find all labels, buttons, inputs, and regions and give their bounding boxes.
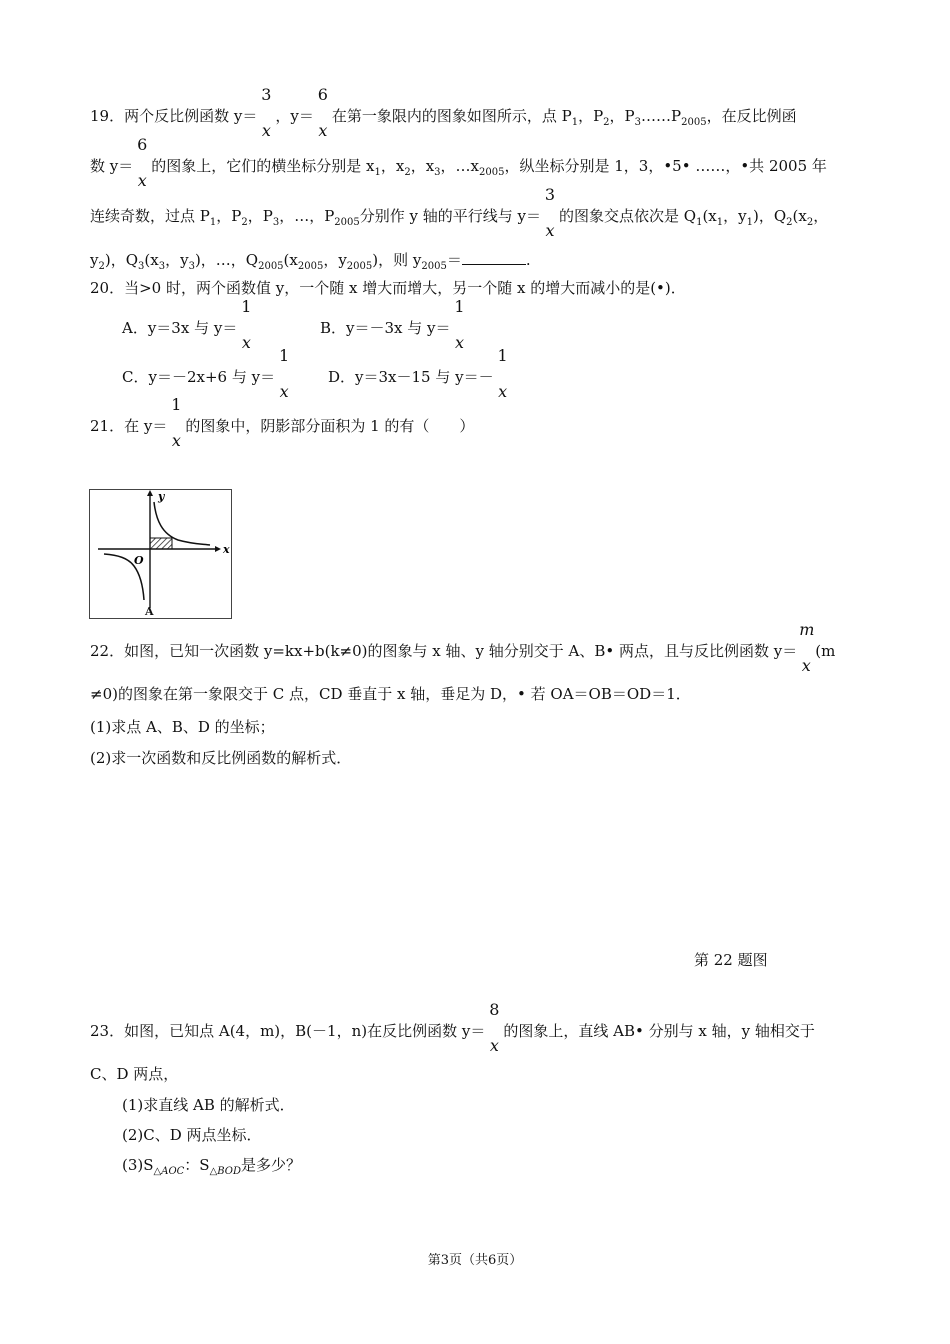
- text: D．y＝3x－15 与 y＝－: [328, 368, 494, 386]
- text: ，在反比例函: [706, 107, 797, 125]
- subscript: 3: [434, 167, 441, 178]
- fraction-6-over-x: [316, 85, 330, 140]
- text: ：S: [184, 1156, 210, 1174]
- q23-line-2: C、D 两点，: [90, 1065, 179, 1083]
- subscript: 2: [98, 261, 105, 272]
- numerator: m: [799, 620, 815, 639]
- fraction-3-over-x: [543, 185, 557, 240]
- text: )，Q: [104, 251, 139, 269]
- text: .: [525, 251, 531, 269]
- subscript: 3: [188, 261, 195, 272]
- text: ，y: [165, 251, 189, 269]
- fraction-1-over-x: [277, 346, 291, 401]
- text: y: [90, 251, 99, 269]
- text: A．y＝3x 与 y＝: [122, 319, 238, 337]
- subscript: 2: [603, 117, 610, 128]
- text: ，y＝: [275, 107, 314, 125]
- denominator: x: [489, 1036, 499, 1055]
- text: ，P: [578, 107, 604, 125]
- q20-stem: 20．当>0 时，两个函数值 y，一个随 x 增大而增大，另一个随 x 的增大而减小的是(•)．: [90, 279, 686, 297]
- text: (3)S: [122, 1156, 154, 1174]
- subscript: 2005: [346, 261, 373, 272]
- numerator: 3: [261, 85, 272, 104]
- fraction-8-over-x: [487, 1000, 501, 1055]
- text: ，P: [247, 207, 273, 225]
- text: )，Q: [753, 207, 787, 225]
- shaded-rectangle: [150, 538, 172, 549]
- subscript: 1: [746, 217, 753, 228]
- subscript: 1: [696, 217, 703, 228]
- fraction-m-over-x: [799, 620, 815, 675]
- text: (x: [144, 251, 159, 269]
- text: 的图象中，阴影部分面积为 1 的有（ ）: [185, 417, 475, 435]
- numerator: 3: [544, 185, 556, 204]
- subscript: 1: [209, 217, 217, 228]
- text: 19．两个反比例函数 y＝: [90, 107, 258, 125]
- q20-option-b: [320, 297, 469, 352]
- text: 的图象上，它们的横坐标分别是 x: [151, 157, 375, 175]
- subscript: 3: [138, 261, 145, 272]
- text: ，纵坐标分别是 1，3，•5• ……，•共 2005 年: [504, 157, 827, 175]
- q22-line-2: ≠0)的图象在第一象限交于 C 点，CD 垂直于 x 轴，垂足为 D，• 若 OA＝OB＝OD＝1．: [90, 685, 691, 703]
- q19-line-1: [90, 85, 797, 140]
- numerator: 8: [489, 1000, 500, 1019]
- text: 22．如图，已知一次函数 y=kx+b(k≠0)的图象与 x 轴、y 轴分别交于 A、B• 两点，且与反比例函数 y＝: [90, 642, 798, 660]
- subscript: 2: [806, 217, 814, 228]
- text: 在第一象限内的图象如图所示，点 P: [331, 107, 572, 125]
- subscript: 2005: [421, 261, 447, 272]
- q23-part-2: (2)C、D 两点坐标．: [122, 1126, 262, 1144]
- q23-part-3: [122, 1155, 301, 1175]
- page-footer: 第3页（共6页）: [427, 1253, 523, 1268]
- text: (x: [792, 207, 807, 225]
- y-arrow: [147, 490, 153, 496]
- text: ，y: [323, 251, 347, 269]
- denominator: x: [318, 121, 328, 140]
- answer-blank[interactable]: [462, 250, 526, 265]
- subscript: 1: [374, 167, 381, 178]
- text: C．y＝－2x+6 与 y＝: [122, 368, 276, 386]
- text: (x: [702, 207, 717, 225]
- denominator: x: [455, 333, 465, 352]
- text: ，y: [723, 207, 747, 225]
- fraction-1-over-x: [496, 346, 510, 401]
- numerator: 1: [241, 297, 252, 316]
- text: (m: [815, 642, 836, 660]
- text: 的图象上，直线 AB• 分别与 x 轴，y 轴相交于: [503, 1022, 815, 1040]
- q21-stem: [90, 395, 475, 450]
- x-axis-label: x: [223, 543, 230, 556]
- subscript: 2: [786, 217, 793, 228]
- denominator: x: [801, 656, 811, 675]
- subscript: △AOC: [153, 1166, 185, 1177]
- fraction-3-over-x: [259, 85, 273, 140]
- subscript: 1: [716, 217, 724, 228]
- denominator: x: [261, 121, 271, 140]
- text: ＝: [446, 251, 462, 269]
- denominator: x: [241, 333, 251, 352]
- text: 是多少？: [241, 1156, 302, 1174]
- text: 21．在 y＝: [90, 417, 168, 435]
- text: 分别作 y 轴的平行线与 y＝: [359, 207, 541, 225]
- subscript: 2005: [258, 261, 284, 272]
- x-arrow: [215, 546, 221, 552]
- subscript: 2005: [479, 167, 505, 178]
- subscript: 3: [272, 217, 280, 228]
- q19-line-4: [90, 250, 531, 270]
- numerator: 6: [317, 85, 328, 104]
- q22-figure-caption: 第 22 题图: [694, 951, 768, 969]
- text: ，…x: [440, 157, 480, 175]
- subscript: 2005: [334, 217, 360, 228]
- subscript: 1: [571, 117, 579, 128]
- q21-figure-caption: A: [145, 605, 154, 618]
- numerator: 1: [278, 346, 290, 365]
- fraction-6-over-x: [135, 135, 149, 190]
- q19-line-3: [90, 185, 829, 240]
- q22-part-2: (2)求一次函数和反比例函数的解析式．: [90, 749, 352, 767]
- denominator: x: [498, 382, 508, 401]
- text: B．y＝－3x 与 y＝: [320, 319, 451, 337]
- denominator: x: [279, 382, 289, 401]
- denominator: x: [171, 431, 181, 450]
- q20-option-a: [122, 297, 255, 352]
- q23-line-1: [90, 1000, 815, 1055]
- text: 的图象交点依次是 Q: [559, 207, 697, 225]
- text: ……P: [641, 107, 682, 125]
- fraction-1-over-x: [169, 395, 183, 450]
- q22-part-1: (1)求点 A、B、D 的坐标；: [90, 718, 275, 736]
- text: ，x: [410, 157, 435, 175]
- numerator: 1: [497, 346, 508, 365]
- q21-figure: [89, 489, 232, 619]
- text: 23．如图，已知点 A(4，m)，B(－1，n)在反比例函数 y＝: [90, 1022, 486, 1040]
- text: ，x: [380, 157, 405, 175]
- y-axis-label: y: [158, 490, 165, 503]
- subscript: 3: [634, 117, 642, 128]
- text: (x: [283, 251, 298, 269]
- q20-option-d: [328, 346, 512, 401]
- subscript: 2005: [297, 261, 324, 272]
- numerator: 1: [171, 395, 182, 414]
- q20-option-c: [122, 346, 293, 401]
- fraction-1-over-x: [453, 297, 467, 352]
- numerator: 1: [454, 297, 465, 316]
- text: )，…，Q: [194, 251, 259, 269]
- q22-line-1: [90, 620, 836, 675]
- q19-line-2: [90, 135, 827, 190]
- subscript: 2: [404, 167, 411, 178]
- subscript: △BOD: [209, 1166, 242, 1177]
- text: )，则 y: [372, 251, 422, 269]
- denominator: x: [545, 221, 555, 240]
- subscript: 2: [241, 217, 248, 228]
- subscript: 2005: [681, 117, 707, 128]
- origin-label: O: [134, 554, 144, 567]
- fraction-1-over-x: [239, 297, 253, 352]
- subscript: 3: [158, 261, 166, 272]
- text: ，: [813, 207, 829, 225]
- text: ，P: [216, 207, 242, 225]
- text: ，P: [609, 107, 635, 125]
- hyperbola-graph: [90, 490, 231, 618]
- text: ，…，P: [279, 207, 335, 225]
- numerator: 6: [137, 135, 148, 154]
- text: 连续奇数，过点 P: [90, 207, 210, 225]
- denominator: x: [137, 171, 147, 190]
- q23-part-1: (1)求直线 AB 的解析式．: [122, 1096, 295, 1114]
- text: 数 y＝: [90, 157, 134, 175]
